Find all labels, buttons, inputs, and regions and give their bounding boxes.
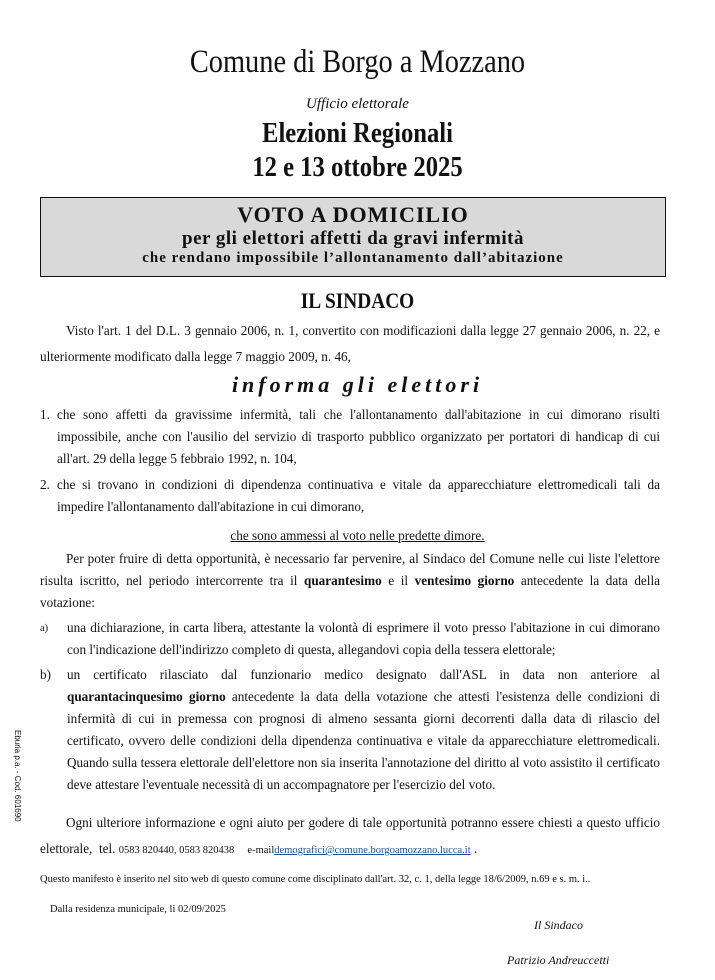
office-name: Ufficio elettorale (306, 96, 409, 112)
text: . (473, 841, 478, 856)
signature-name: Patrizio Andreuccetti (507, 953, 610, 967)
place-date: Dalla residenza municipale, li 02/09/2025 (50, 904, 226, 915)
visto-paragraph (40, 318, 660, 370)
lettered-item-b (40, 664, 660, 796)
item-text: una dichiarazione, in carta libera, attestante la volontà di esprimere il voto presso l'abitazione in cui dimorano con l'indicazione dell'indirizzo completo di questa, allegandovi copia della tessera elettorale; (67, 620, 660, 657)
item-text: che si trovano in condizioni di dipendenza continuativa e vitale da apparecchiature elettromedicali tali da impedire l'allontanamento dall'abitazione in cui dimorano, (57, 477, 660, 514)
ammessi-note: che sono ammessi al voto nelle predette dimore. (230, 528, 485, 543)
item-letter: a) (40, 623, 49, 634)
bold-text: quarantesimo (304, 573, 382, 588)
bold-text: ventesimo giorno (414, 573, 515, 588)
phone-numbers: 0583 820440, 0583 820438 (118, 845, 235, 856)
text: e il (381, 573, 415, 588)
per-poter-paragraph (40, 548, 660, 614)
election-date: 12 e 13 ottobre 2025 (252, 152, 463, 183)
sindaco-heading: IL SINDACO (300, 288, 415, 313)
info-paragraph (40, 810, 660, 864)
bold-text: quarantacinquesimo giorno (67, 689, 226, 704)
visto-text: Visto l'art. 1 del D.L. 3 gennaio 2006, n. 1, convertito con modificazioni dalla legge 27 gennaio 2006, n. 22, e ulteriormente modificato dalla legge 7 maggio 2009, n. 46, (40, 323, 660, 364)
email-label: e-mail (247, 845, 275, 856)
banner-subtitle-2: che rendano impossibile l’allontanamento dall’abitazione (142, 250, 564, 266)
text: un certificato rilasciato dal funzionario medico designato dall'ASL in data non anteriore al (67, 667, 660, 682)
text: antecedente la data della votazione che attesti l'esistenza delle condizioni di infermità di cui in premessa con prognosi di almeno sessanta giorni decorrenti dalla data di rilascio del certificato, ovvero delle condizioni della dipendenza continuativa e vitale da apparecchiature elettromedicali. Quando sulla tessera elettorale dell'elettore non sia inserita l'annotazione del diritto al voto assistito il certificato deve attestare l'eventuale necessità di un accompagnatore per l'esercizio del voto. (67, 689, 660, 792)
email-link[interactable]: demografici@comune.borgoamozzano.lucca.it (274, 845, 471, 856)
banner-title: VOTO A DOMICILIO (237, 202, 469, 227)
item-number: 2. (40, 477, 50, 492)
signature-title: Il Sindaco (534, 918, 583, 932)
municipality-name: Comune di Borgo a Mozzano (189, 44, 526, 80)
numbered-item-2 (40, 474, 660, 518)
election-title: Elezioni Regionali (262, 118, 453, 149)
info-text: Ogni ulteriore informazione e ogni aiuto per godere di tale opportunità potranno essere chiesti a questo ufficio elettorale, (40, 815, 660, 856)
text: antecedente la data della votazione: (40, 573, 660, 610)
banner-subtitle: per gli elettori affetti da gravi infermità (182, 228, 524, 249)
informa-heading: informa gli elettori (231, 372, 484, 397)
printer-code: Eburia p.a. - Cod. 601690 (13, 730, 22, 822)
numbered-item-1 (40, 404, 660, 470)
item-number: 1. (40, 407, 50, 422)
item-letter: b) (40, 667, 51, 682)
manifesto-note: Questo manifesto è inserito nel sito web di questo comune come disciplinato dall'art. 32, c. 1, della legge 18/6/2009, n.69 e s. m. i.. (40, 874, 591, 885)
lettered-item-a (40, 617, 660, 661)
item-text: che sono affetti da gravissime infermità, tali che l'allontanamento dall'abitazione in cui dimorano risulti impossibile, anche con l'ausilio del servizio di trasporto pubblico organizzato per portatori di handicap di cui all'art. 29 della legge 5 febbraio 1992, n. 104, (57, 407, 660, 466)
tel-label: tel. (98, 841, 116, 856)
title-banner (40, 197, 666, 277)
text: Per poter fruire di detta opportunità, è necessario far pervenire, al Sindaco del Comune nelle cui liste l'elettore risulta iscritto, nel periodo intercorrente tra il (40, 551, 660, 588)
